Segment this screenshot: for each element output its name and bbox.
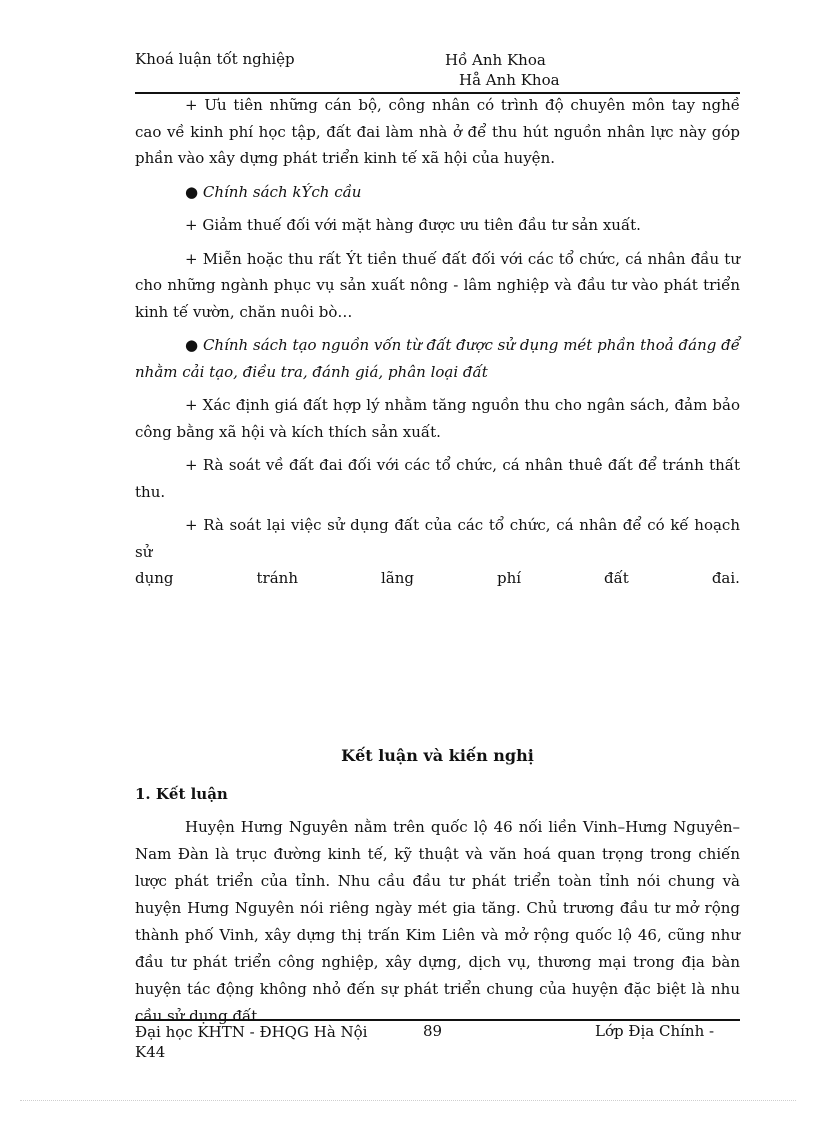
page-bottom-divider [20, 1100, 796, 1101]
tail-word: phí [496, 569, 522, 587]
footer-institution-line1: Đại học KHTN - ĐHQG Hà Nội [135, 1023, 368, 1041]
header-author-line2: Hå Anh Khoa [459, 71, 560, 89]
paragraph-4: + Xác định giá đất hợp lý nhằm tăng nguồn thu cho ngân sách, đảm bảo công bằng xã hội và kích thích sản xuất. [135, 396, 740, 441]
paragraph-3: + Miễn hoặc thu rất Ýt tiền thuế đất đối với các tổ chức, cá nhân đầu tư cho những ngành phục vụ sản xuất nông - lâm nghiệp và đầu tư vào phát triển kinh tế vườn, chăn nuôi bò… [135, 249, 740, 321]
section-paragraph: Huyện Hưng Nguyên nằm trên quốc lộ 46 nối liền Vinh–Hưng Nguyên–Nam Đàn là trục đường kinh tế, kỹ thuật và văn hoá quan trọng trong chiến lược phát triển của tỉnh. Nhu cầu đầu tư phát triển toàn tỉnh nói chung và huyện Hưng Nguyên nói riêng ngày mét gia tăng. Chủ trương đầu tư mở rộng thành phố Vinh, xây dựng thị trấn Kim Liên và mở rộng quốc lộ 46, cũng như đầu tư phát triển công nghiệp, xây dựng, dịch vụ, thương mại trong địa bàn huyện tác động không nhỏ đến sự phát triển chung của huyện đặc biệt là nhu cầu sử dụng đất. [135, 818, 740, 1025]
section-title: Kết luận và kiến nghị [341, 746, 534, 765]
paragraph-6-tail [135, 565, 740, 592]
bullet-heading-2 [135, 332, 740, 385]
footer-class: Lớp Địa Chính - [595, 1022, 715, 1040]
paragraph-2: + Giảm thuế đối với mặt hàng được ưu tiên đầu tư sản xuất. [185, 216, 641, 234]
header-author-line1: Hồ Anh Khoa [445, 51, 546, 69]
bullet-heading-2-text: Chính sách tạo nguồn vốn từ đất được sử dụng mét phần thoả đáng để nhằm cải tạo, điều tra, đánh giá, phân loại đất [135, 336, 740, 381]
footer-institution [135, 1022, 367, 1062]
bullet-heading-1 [135, 179, 740, 206]
paragraph-6: + Rà soát lại việc sử dụng đất của các tổ chức, cá nhân để có kế hoạch sử [135, 516, 740, 561]
tail-word: lãng [380, 569, 414, 587]
tail-word: tránh [256, 569, 298, 587]
paragraph-5: + Rà soát về đất đai đối với các tổ chức, cá nhân thuê đất để tránh thất thu. [135, 456, 740, 501]
page-number: 89 [423, 1022, 443, 1040]
bullet-heading-1-text: Chính sách kÝch cầu [202, 182, 362, 201]
header-author [445, 50, 560, 90]
header-title: Khoá luận tốt nghiệp [135, 50, 295, 68]
footer-rule [135, 1019, 740, 1021]
footer-institution-line2: K44 [135, 1043, 166, 1061]
conclusion-section [135, 744, 740, 1030]
tail-word: dụng [135, 569, 174, 587]
section-subtitle: 1. Kết luận [135, 785, 228, 803]
bullet-icon: ● [185, 336, 199, 354]
tail-word: đai. [711, 569, 740, 587]
bullet-icon: ● [185, 182, 199, 201]
body-text [135, 92, 740, 592]
tail-word: đất [604, 569, 629, 587]
paragraph-1: + Ưu tiên những cán bộ, công nhân có trình độ chuyên môn tay nghề cao về kinh phí học tập, đất đai làm nhà ở để thu hút nguồn nhân lực này góp phần vào xây dựng phát triển kinh tế xã hội của huyện. [135, 96, 740, 167]
